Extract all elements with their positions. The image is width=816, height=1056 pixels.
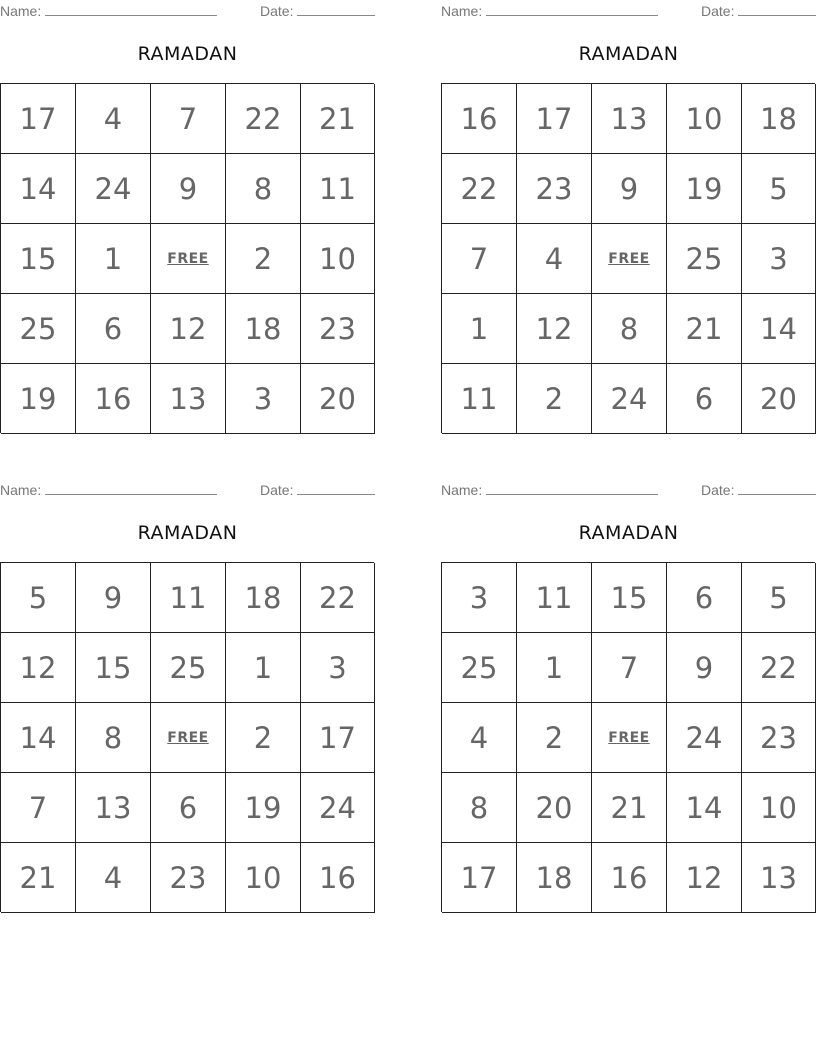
bingo-grid: [0, 562, 374, 912]
date-field[interactable]: [701, 2, 816, 19]
bingo-cell[interactable]: 13: [592, 84, 667, 154]
date-label: Date:: [260, 482, 294, 498]
bingo-cell[interactable]: 18: [226, 294, 301, 364]
bingo-cell[interactable]: 3: [301, 633, 375, 703]
bingo-cell[interactable]: 3: [226, 364, 301, 434]
bingo-cell[interactable]: 11: [517, 563, 592, 633]
name-line[interactable]: [486, 2, 658, 16]
bingo-cell[interactable]: 21: [1, 843, 76, 913]
bingo-cell[interactable]: 21: [592, 773, 667, 843]
bingo-cell[interactable]: 5: [1, 563, 76, 633]
bingo-cell[interactable]: 23: [301, 294, 375, 364]
bingo-cell[interactable]: 25: [442, 633, 517, 703]
name-field[interactable]: [0, 481, 217, 498]
date-field[interactable]: [701, 481, 816, 498]
bingo-cell[interactable]: 11: [151, 563, 226, 633]
bingo-grid: [0, 83, 374, 433]
card-header: [0, 0, 375, 22]
bingo-cell[interactable]: 8: [226, 154, 301, 224]
card-header: [0, 479, 375, 501]
name-line[interactable]: [45, 2, 217, 16]
bingo-cell[interactable]: 6: [76, 294, 151, 364]
bingo-cell[interactable]: 12: [667, 843, 742, 913]
bingo-cell[interactable]: 16: [592, 843, 667, 913]
bingo-cell[interactable]: 17: [442, 843, 517, 913]
bingo-cell[interactable]: 9: [667, 633, 742, 703]
bingo-cell[interactable]: 12: [1, 633, 76, 703]
name-field[interactable]: [441, 481, 658, 498]
bingo-cell[interactable]: 20: [742, 364, 816, 434]
bingo-cell[interactable]: 17: [1, 84, 76, 154]
bingo-cell[interactable]: 19: [226, 773, 301, 843]
bingo-cell[interactable]: 3: [442, 563, 517, 633]
bingo-cell[interactable]: 10: [301, 224, 375, 294]
bingo-cell[interactable]: 14: [667, 773, 742, 843]
bingo-cell[interactable]: 18: [226, 563, 301, 633]
bingo-cell[interactable]: 4: [442, 703, 517, 773]
bingo-cell[interactable]: 1: [442, 294, 517, 364]
bingo-cell[interactable]: 9: [592, 154, 667, 224]
bingo-cell[interactable]: 23: [742, 703, 816, 773]
name-line[interactable]: [45, 481, 217, 495]
bingo-cell[interactable]: 19: [667, 154, 742, 224]
bingo-cell[interactable]: 22: [226, 84, 301, 154]
bingo-cell[interactable]: 18: [517, 843, 592, 913]
bingo-cell[interactable]: 4: [517, 224, 592, 294]
bingo-cell[interactable]: 15: [76, 633, 151, 703]
bingo-cell[interactable]: 15: [592, 563, 667, 633]
bingo-cell[interactable]: 7: [1, 773, 76, 843]
bingo-cell[interactable]: 21: [667, 294, 742, 364]
free-space-cell[interactable]: FREE: [592, 224, 667, 294]
bingo-card-2: [441, 0, 816, 416]
bingo-cell[interactable]: 22: [742, 633, 816, 703]
bingo-cell[interactable]: 23: [151, 843, 226, 913]
date-label: Date:: [260, 3, 294, 19]
date-field[interactable]: [260, 2, 375, 19]
bingo-cell[interactable]: 13: [742, 843, 816, 913]
bingo-cell[interactable]: 2: [226, 703, 301, 773]
bingo-cell[interactable]: 12: [517, 294, 592, 364]
free-space-cell[interactable]: FREE: [151, 703, 226, 773]
bingo-cell[interactable]: 15: [1, 224, 76, 294]
free-space-cell[interactable]: FREE: [592, 703, 667, 773]
bingo-cell[interactable]: 11: [301, 154, 375, 224]
bingo-cell[interactable]: 10: [667, 84, 742, 154]
bingo-cell[interactable]: 16: [442, 84, 517, 154]
bingo-cell[interactable]: 21: [301, 84, 375, 154]
date-label: Date:: [701, 482, 735, 498]
name-label: Name:: [0, 482, 42, 498]
bingo-grid: [441, 562, 815, 912]
bingo-cell[interactable]: 10: [742, 773, 816, 843]
bingo-cell[interactable]: 14: [1, 703, 76, 773]
bingo-cell[interactable]: 24: [667, 703, 742, 773]
bingo-cell[interactable]: 22: [442, 154, 517, 224]
name-label: Name:: [441, 482, 483, 498]
bingo-cell[interactable]: 25: [1, 294, 76, 364]
bingo-cell[interactable]: 6: [667, 563, 742, 633]
bingo-cell[interactable]: 14: [742, 294, 816, 364]
bingo-cell[interactable]: 7: [151, 84, 226, 154]
bingo-cell[interactable]: 24: [76, 154, 151, 224]
bingo-cell[interactable]: 12: [151, 294, 226, 364]
bingo-cell[interactable]: 14: [1, 154, 76, 224]
bingo-cell[interactable]: 20: [517, 773, 592, 843]
date-line[interactable]: [297, 481, 375, 495]
name-label: Name:: [0, 3, 42, 19]
bingo-cell[interactable]: 9: [76, 563, 151, 633]
bingo-cell[interactable]: 16: [301, 843, 375, 913]
card-title: RAMADAN: [137, 522, 238, 544]
bingo-card-3: [0, 479, 375, 895]
bingo-cell[interactable]: 1: [76, 224, 151, 294]
bingo-cell[interactable]: 8: [592, 294, 667, 364]
bingo-cell[interactable]: 9: [151, 154, 226, 224]
date-line[interactable]: [738, 2, 816, 16]
bingo-cell[interactable]: 25: [667, 224, 742, 294]
bingo-cell[interactable]: 1: [517, 633, 592, 703]
bingo-cell[interactable]: 20: [301, 364, 375, 434]
bingo-card-1: [0, 0, 375, 416]
bingo-cell[interactable]: 11: [442, 364, 517, 434]
bingo-cell[interactable]: 6: [667, 364, 742, 434]
bingo-cell[interactable]: 10: [226, 843, 301, 913]
bingo-cell[interactable]: 17: [301, 703, 375, 773]
bingo-cell[interactable]: 16: [76, 364, 151, 434]
bingo-cell[interactable]: 2: [226, 224, 301, 294]
bingo-cell[interactable]: 8: [442, 773, 517, 843]
bingo-cell[interactable]: 8: [76, 703, 151, 773]
bingo-cell[interactable]: 18: [742, 84, 816, 154]
bingo-cell[interactable]: 24: [301, 773, 375, 843]
bingo-cell[interactable]: 4: [76, 84, 151, 154]
card-title: RAMADAN: [578, 43, 679, 65]
bingo-cell[interactable]: 22: [301, 563, 375, 633]
name-line[interactable]: [486, 481, 658, 495]
bingo-grid: [441, 83, 815, 433]
name-field[interactable]: [0, 2, 217, 19]
bingo-cell[interactable]: 2: [517, 703, 592, 773]
bingo-cell[interactable]: 13: [151, 364, 226, 434]
date-field[interactable]: [260, 481, 375, 498]
bingo-card-4: [441, 479, 816, 895]
free-space-cell[interactable]: FREE: [151, 224, 226, 294]
bingo-cell[interactable]: 3: [742, 224, 816, 294]
date-line[interactable]: [738, 481, 816, 495]
bingo-cell[interactable]: 24: [592, 364, 667, 434]
card-header: [441, 479, 816, 501]
bingo-cell[interactable]: 23: [517, 154, 592, 224]
bingo-cell[interactable]: 7: [592, 633, 667, 703]
bingo-cell[interactable]: 25: [151, 633, 226, 703]
name-field[interactable]: [441, 2, 658, 19]
card-header: [441, 0, 816, 22]
bingo-cell[interactable]: 7: [442, 224, 517, 294]
bingo-cell[interactable]: 6: [151, 773, 226, 843]
bingo-cell[interactable]: 17: [517, 84, 592, 154]
bingo-cell[interactable]: 4: [76, 843, 151, 913]
bingo-cell[interactable]: 13: [76, 773, 151, 843]
bingo-cell[interactable]: 19: [1, 364, 76, 434]
name-label: Name:: [441, 3, 483, 19]
bingo-cell[interactable]: 5: [742, 563, 816, 633]
bingo-cell[interactable]: 2: [517, 364, 592, 434]
bingo-cell[interactable]: 5: [742, 154, 816, 224]
date-label: Date:: [701, 3, 735, 19]
card-title: RAMADAN: [137, 43, 238, 65]
card-title: RAMADAN: [578, 522, 679, 544]
bingo-cell[interactable]: 1: [226, 633, 301, 703]
date-line[interactable]: [297, 2, 375, 16]
